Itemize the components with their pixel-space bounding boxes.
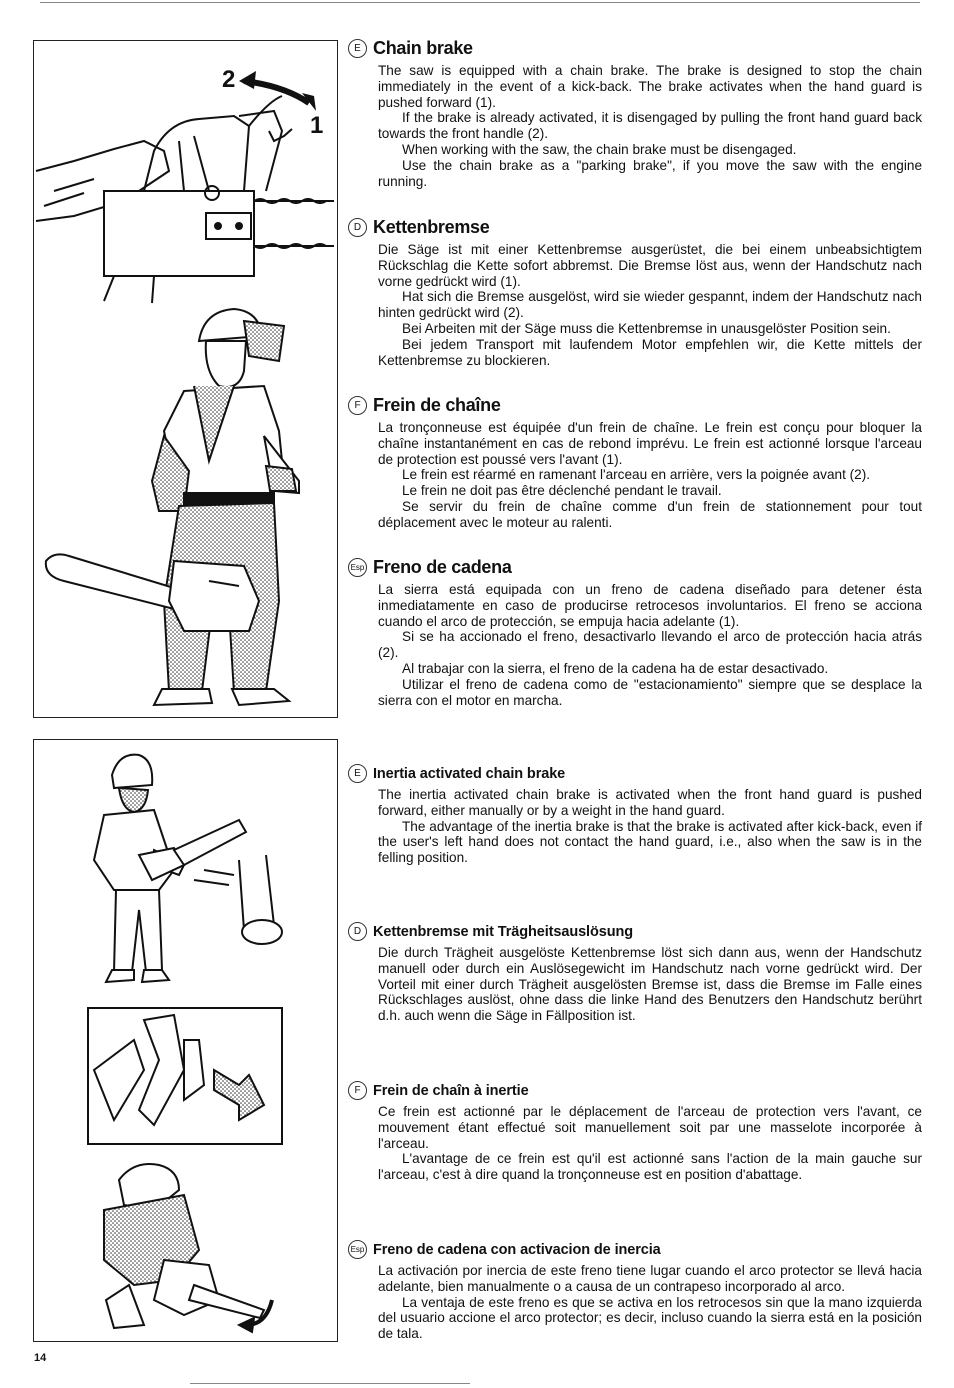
paragraph: Si se ha accionado el freno, desactivarlo llevando el arco de protección hacia atrás (2). [378, 629, 922, 661]
section-title: Frein de chaîne [373, 395, 501, 415]
language-badge: E [348, 39, 367, 58]
inertia-brake-illustration [34, 740, 336, 1340]
section-title: Frein de chaîn à inertie [373, 1082, 529, 1099]
paragraph: Bei Arbeiten mit der Säge muss die Kettenbremse in unausgelöster Position sein. [402, 320, 891, 336]
paragraph: Le frein ne doit pas être déclenché pendant le travail. [402, 483, 722, 499]
paragraph: If the brake is already activated, it is disengaged by pulling the front hand guard back towards the front handle (2). [378, 110, 922, 142]
paragraph: La sierra está equipada con un freno de cadena diseñado para detener ésta inmediatamente en caso de producirse retrocesos involuntarios. El freno se acciona cuando el arco de protección, se empuja hacia adelante (1). [378, 582, 922, 629]
language-badge: E [348, 764, 367, 783]
language-badge: F [348, 1081, 367, 1100]
paragraph: La tronçonneuse est équipée d'un frein de chaîne. Le frein est conçu pour bloquer la chaîne instantanément en cas de rebond imprévu. Le frein est actionné lorsque l'arceau de protection est poussé vers l'avant (1). [378, 420, 922, 467]
section-frein-inertie-fr [346, 1081, 922, 1183]
paragraph: Al trabajar con la sierra, el freno de la cadena ha de estar desactivado. [402, 660, 829, 676]
paragraph: Hat sich die Bremse ausgelöst, wird sie wieder gespannt, indem der Handschutz nach hinten gedrückt wird (2). [378, 289, 922, 321]
paragraph: La activación por inercia de este freno tiene lugar cuando el arco protector se llevá hacia adelante, bien manualmente o a causa de un contrapeso incorporado al arco. [378, 1263, 922, 1294]
section-freno-inercia-es [346, 1240, 922, 1342]
section-chain-brake-en [346, 38, 922, 189]
paragraph: L'avantage de ce frein est qu'il est actionné sans l'action de la main gauche sur l'arceau, c'est à dire quand la tronçonneuse est en position d'abattage. [378, 1151, 922, 1183]
language-badge: F [348, 396, 367, 415]
section-title: Freno de cadena [373, 557, 512, 577]
language-badge: Esp [348, 558, 367, 577]
section-title: Chain brake [373, 38, 473, 58]
paragraph: The advantage of the inertia brake is that the brake is activated after kick-back, even if the user's left hand does not contact the hand guard, i.e., also when the saw is in the felling position. [378, 818, 922, 866]
language-badge: D [348, 218, 367, 237]
bottom-rule [190, 1383, 470, 1384]
figure-label-1: 1 [310, 112, 324, 139]
figure-label-2: 2 [222, 66, 236, 93]
paragraph: Die durch Trägheit ausgelöste Kettenbremse löst sich dann aus, wenn der Handschutz manuell oder durch ein Auslösegewicht im Handschutz nach vorne gedrückt wird. Der Vorteil mit einer durch Trägheit ausgelösten Bremse ist, dass die Bremse im Falle eines Rückschlages auslöst, ohne dass die linke Hand des Benutzers den Handschutz berührt d.h. auch wenn die Säge in Fällposition ist. [378, 945, 922, 1024]
language-badge: D [348, 922, 367, 941]
paragraph: The inertia activated chain brake is activated when the front hand guard is pushed forward, either manually or by a weight in the hand guard. [378, 787, 922, 818]
section-traegheitsausloesung-de [346, 922, 922, 1024]
page-number: 14 [34, 1352, 47, 1364]
paragraph: Le frein est réarmé en ramenant l'arceau en arrière, vers la poignée avant (2). [402, 467, 871, 483]
language-badge: Esp [348, 1240, 367, 1259]
paragraph: Bei jedem Transport mit laufendem Motor empfehlen wir, die Kette mittels der Kettenbremse zu blockieren. [378, 336, 922, 368]
figure-inertia-brake-frame [33, 739, 338, 1342]
section-title: Kettenbremse [373, 217, 490, 237]
paragraph: Se servir du frein de chaîne comme d'un frein de stationnement pour tout déplacement avec le moteur au ralenti. [378, 498, 922, 530]
paragraph: Utilizar el freno de cadena como de "estacionamiento" siempre que se desplace la sierra con el motor en marcha. [378, 676, 922, 708]
chainsaw-brake-illustration [34, 41, 336, 716]
section-title: Inertia activated chain brake [373, 765, 566, 782]
section-title: Freno de cadena con activacion de inercia [373, 1241, 661, 1258]
section-title: Kettenbremse mit Trägheitsauslösung [373, 923, 633, 940]
paragraph: The saw is equipped with a chain brake. The brake is designed to stop the chain immediately in the event of a kick-back. The brake activates when the hand guard is pushed forward (1). [378, 63, 922, 110]
paragraph: Ce frein est actionné par le déplacement de l'arceau de protection vers l'avant, ce mouvement étant effectué soit manuellement soit par une masselote incorporée à l'arceau. [378, 1104, 922, 1151]
paragraph: Die Säge ist mit einer Kettenbremse ausgerüstet, die bei einem unbeabsichtigtem Rückschlag die Kette sofort abbremst. Die Bremse löst aus, wenn der Handschutz nach vorne gedrückt wird (1). [378, 242, 922, 289]
figure-chain-brake-frame [33, 40, 338, 718]
top-rule [40, 2, 920, 3]
paragraph: Use the chain brake as a "parking brake", if you move the saw with the engine running. [378, 157, 922, 189]
section-inertia-brake-en [346, 764, 922, 866]
section-kettenbremse-de [346, 217, 922, 368]
section-frein-de-chaine-fr [346, 395, 922, 531]
section-freno-de-cadena-es [346, 557, 922, 708]
paragraph: When working with the saw, the chain brake must be disengaged. [402, 141, 797, 157]
paragraph: La ventaja de este freno es que se activa en los retrocesos sin que la mano izquierda del usuario accione el arco protector; es decir, incluso cuando la sierra está en la posición de tala. [378, 1294, 922, 1342]
